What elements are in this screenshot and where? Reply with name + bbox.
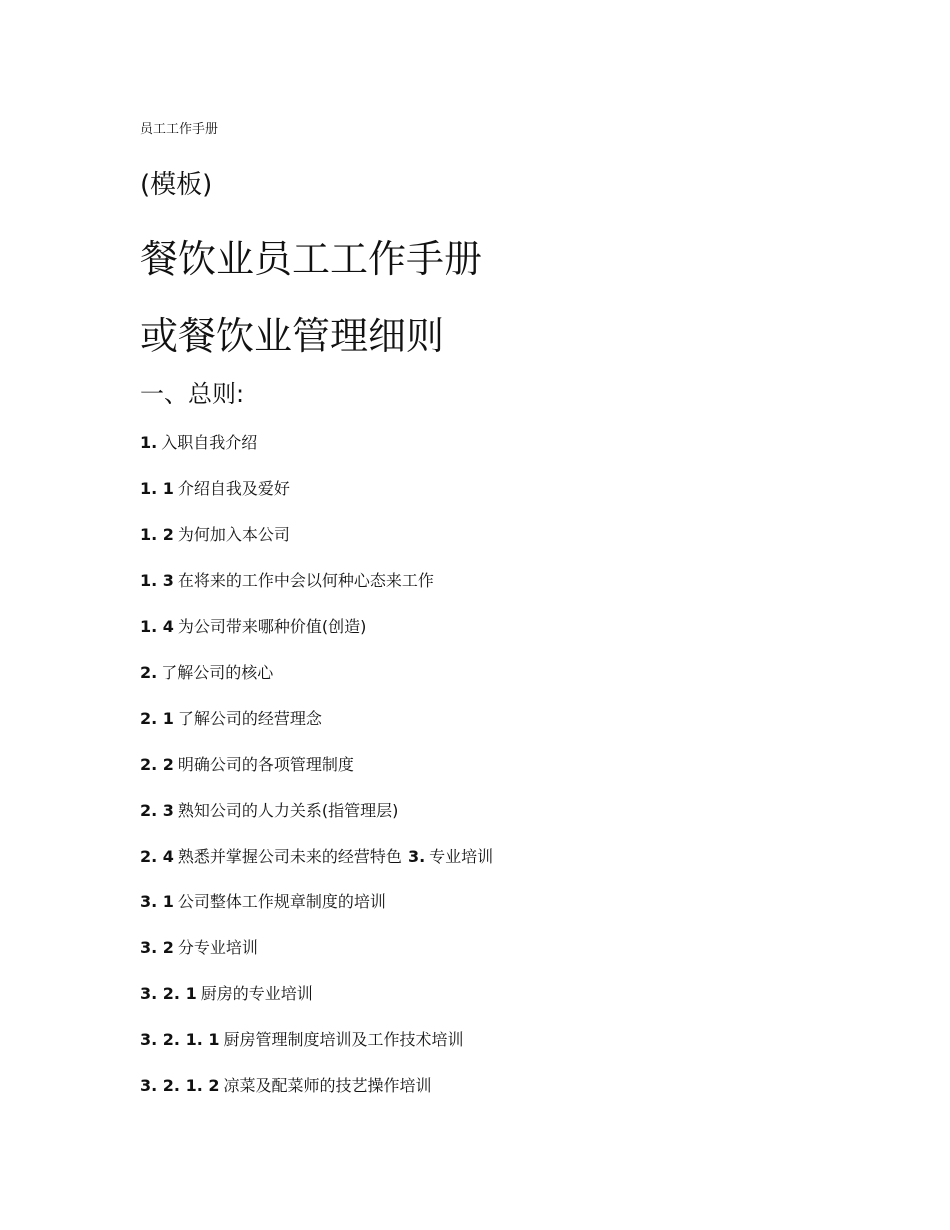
template-label: (模板): [140, 170, 213, 200]
document-title-line-1: 餐饮业员工工作手册: [140, 237, 483, 281]
item-text: 公司整体工作规章制度的培训: [177, 892, 386, 911]
list-item: [140, 522, 290, 545]
item-number: 2. 3: [140, 801, 174, 820]
item-number: 2. 1: [140, 709, 174, 728]
item-text: 厨房管理制度培训及工作技术培训: [223, 1030, 464, 1049]
item-number: 3.: [407, 847, 426, 866]
item-text: 入职自我介绍: [161, 433, 258, 452]
item-number: 3. 2. 1. 1: [140, 1030, 220, 1049]
list-item: [140, 430, 257, 453]
list-item: [140, 752, 354, 775]
list-item: [140, 706, 322, 729]
item-number: 1. 4: [140, 617, 174, 636]
item-text: 在将来的工作中会以何种心态来工作: [177, 571, 434, 590]
item-number: 1. 2: [140, 525, 174, 544]
list-item: [140, 798, 398, 821]
list-item: [140, 889, 386, 912]
list-item: [140, 935, 258, 958]
list-item: [140, 614, 366, 637]
item-text: 明确公司的各项管理制度: [177, 755, 354, 774]
item-text: 介绍自我及爱好: [177, 479, 290, 498]
list-item: [140, 981, 313, 1004]
document-title-line-2: 或餐饮业管理细则: [140, 314, 445, 358]
item-text: 凉菜及配菜师的技艺操作培训: [223, 1076, 432, 1095]
item-text: 为何加入本公司: [177, 525, 290, 544]
item-number: 2. 2: [140, 755, 174, 774]
list-item: [140, 476, 290, 499]
item-text: 了解公司的经营理念: [177, 709, 322, 728]
item-number: 3. 2. 1: [140, 984, 197, 1003]
item-text: 专业培训: [429, 847, 494, 866]
list-item: [140, 844, 493, 867]
item-number: 1. 3: [140, 571, 174, 590]
item-text: 了解公司的核心: [161, 663, 274, 682]
item-number: 3. 2. 1. 2: [140, 1076, 220, 1095]
running-header: 员工工作手册: [140, 122, 219, 137]
item-number: 3. 1: [140, 892, 174, 911]
item-number: 3. 2: [140, 938, 174, 957]
item-number: 1.: [140, 433, 158, 452]
list-item: [140, 568, 434, 591]
list-item: [140, 1027, 464, 1050]
item-text: 厨房的专业培训: [200, 984, 313, 1003]
item-number: 2. 4: [140, 847, 174, 866]
item-text: 熟知公司的人力关系(指管理层): [177, 801, 399, 820]
item-text: 分专业培训: [177, 938, 258, 957]
section-heading: 一、总则:: [140, 380, 245, 408]
list-item: [140, 1073, 432, 1096]
item-text: 为公司带来哪种价值(创造): [177, 617, 367, 636]
item-number: 1. 1: [140, 479, 174, 498]
item-text: 熟悉并掌握公司未来的经营特色: [177, 847, 402, 866]
item-number: 2.: [140, 663, 158, 682]
list-item: [140, 660, 273, 683]
